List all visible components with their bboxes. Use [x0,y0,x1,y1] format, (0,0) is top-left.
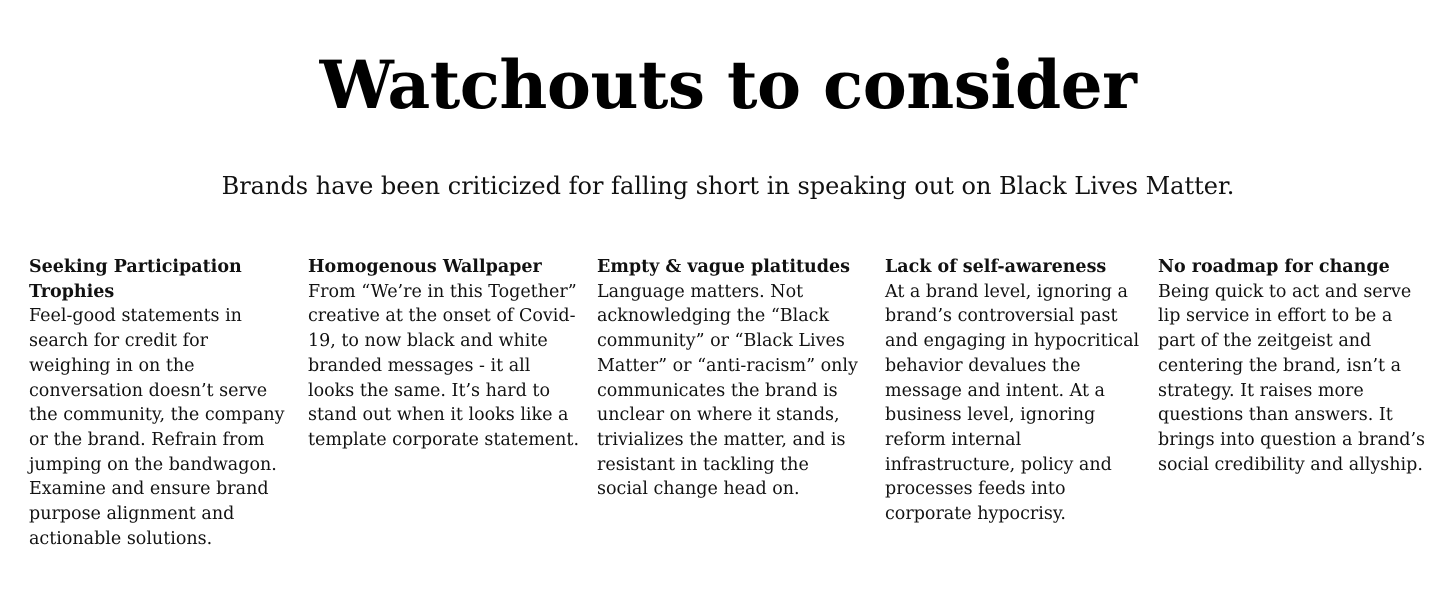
watchout-heading: No roadmap for change [1158,257,1390,277]
watchout-body: Feel-good statements in search for credit for weighing in on the conversation doesn’t serve the community, the company or the brand. Refrain from jumping on the bandwagon. Examine and ensure brand purpose alignment and actionable solutions. [29,306,285,549]
watchout-no-roadmap [1158,255,1434,477]
watchout-self-awareness [885,255,1143,527]
watchout-heading: Homogenous Wallpaper [308,257,542,277]
watchout-body: Language matters. Not acknowledging the “Black community” or “Black Lives Matter” or “anti-racism” only communicates the brand is unclear on where it stands, trivializes the matter, and is resistant in tackling the social change head on. [597,281,858,500]
watchout-body: At a brand level, ignoring a brand’s controversial past and engaging in hypocritical behavior devalues the message and intent. At a business level, ignoring reform internal infrastructure, policy and processes feeds into corporate hypocrisy. [885,281,1140,525]
page-subtitle: Brands have been criticized for falling short in speaking out on Black Lives Matter. [221,172,1235,200]
page-title: Watchouts to consider [319,46,1137,124]
watchout-heading: Empty & vague platitudes [597,257,851,277]
watchout-participation-trophies [29,255,291,551]
watchout-body: From “We’re in this Together” creative at the onset of Covid-19, to now black and white branded messages - it all looks the same. It’s hard to stand out when it looks like a template corporate statement. [308,281,580,450]
watchout-heading: Lack of self-awareness [885,257,1107,277]
watchout-heading: Seeking Participation Trophies [29,257,242,302]
watchout-empty-platitudes [597,255,865,502]
watchout-homogenous-wallpaper [308,255,580,453]
watchout-body: Being quick to act and serve lip service in effort to be a part of the zeitgeist and centering the brand, isn’t a strategy. It raises more questions than answers. It brings into question a brand’s social credibility and allyship. [1158,281,1426,475]
